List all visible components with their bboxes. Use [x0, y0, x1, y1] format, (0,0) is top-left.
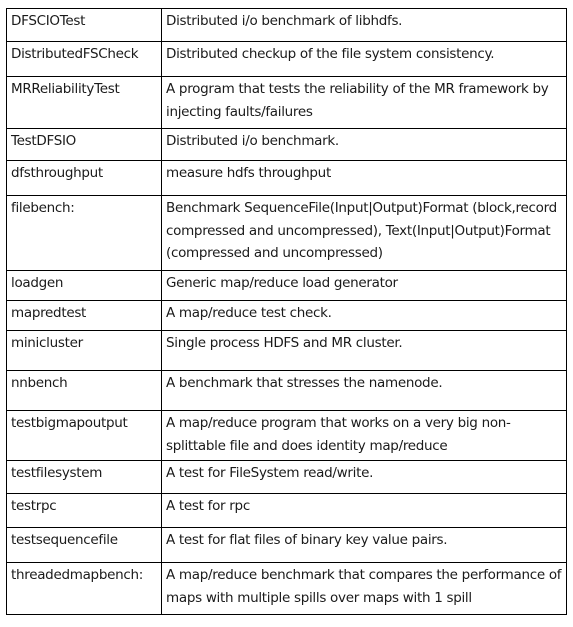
table-row [7, 9, 567, 42]
program-description-cell: A test for FileSystem read/write. [162, 461, 567, 494]
program-name-cell: minicluster [7, 331, 162, 371]
program-description-cell: A program that tests the reliability of the MR framework by injecting faults/failures [162, 77, 567, 129]
benchmark-table [6, 8, 567, 615]
program-description-cell: Single process HDFS and MR cluster. [162, 331, 567, 371]
table-row [7, 77, 567, 129]
program-name-cell: TestDFSIO [7, 129, 162, 161]
table-row [7, 494, 567, 528]
program-description-cell: Benchmark SequenceFile(Input|Output)Format (block,record compressed and uncompressed), Text(Input|Output)Format (compressed and uncompressed) [162, 196, 567, 271]
program-description-cell: A map/reduce benchmark that compares the performance of maps with multiple spills over maps with 1 spill [162, 563, 567, 615]
table-row [7, 563, 567, 615]
program-name-cell: dfsthroughput [7, 161, 162, 196]
table-row [7, 461, 567, 494]
program-name-cell: MRReliabilityTest [7, 77, 162, 129]
program-name-cell: nnbench [7, 371, 162, 411]
table-row [7, 371, 567, 411]
program-description-cell: A map/reduce test check. [162, 301, 567, 331]
program-description-cell: A test for rpc [162, 494, 567, 528]
program-name-cell: DistributedFSCheck [7, 42, 162, 77]
table-row [7, 528, 567, 563]
program-description-cell: A test for flat files of binary key value pairs. [162, 528, 567, 563]
program-description-cell: Distributed checkup of the file system consistency. [162, 42, 567, 77]
table-row [7, 331, 567, 371]
table-row [7, 129, 567, 161]
program-description-cell: A map/reduce program that works on a very big non-splittable file and does identity map/reduce [162, 411, 567, 461]
program-name-cell: mapredtest [7, 301, 162, 331]
program-name-cell: testrpc [7, 494, 162, 528]
program-description-cell: Generic map/reduce load generator [162, 271, 567, 301]
table-row [7, 196, 567, 271]
table-row [7, 411, 567, 461]
program-name-cell: testsequencefile [7, 528, 162, 563]
program-name-cell: loadgen [7, 271, 162, 301]
program-name-cell: DFSCIOTest [7, 9, 162, 42]
table-row [7, 161, 567, 196]
table-row [7, 271, 567, 301]
table-row [7, 301, 567, 331]
program-description-cell: measure hdfs throughput [162, 161, 567, 196]
program-description-cell: Distributed i/o benchmark of libhdfs. [162, 9, 567, 42]
program-name-cell: threadedmapbench: [7, 563, 162, 615]
program-name-cell: testfilesystem [7, 461, 162, 494]
program-description-cell: Distributed i/o benchmark. [162, 129, 567, 161]
program-name-cell: testbigmapoutput [7, 411, 162, 461]
program-name-cell: filebench: [7, 196, 162, 271]
program-description-cell: A benchmark that stresses the namenode. [162, 371, 567, 411]
table-row [7, 42, 567, 77]
